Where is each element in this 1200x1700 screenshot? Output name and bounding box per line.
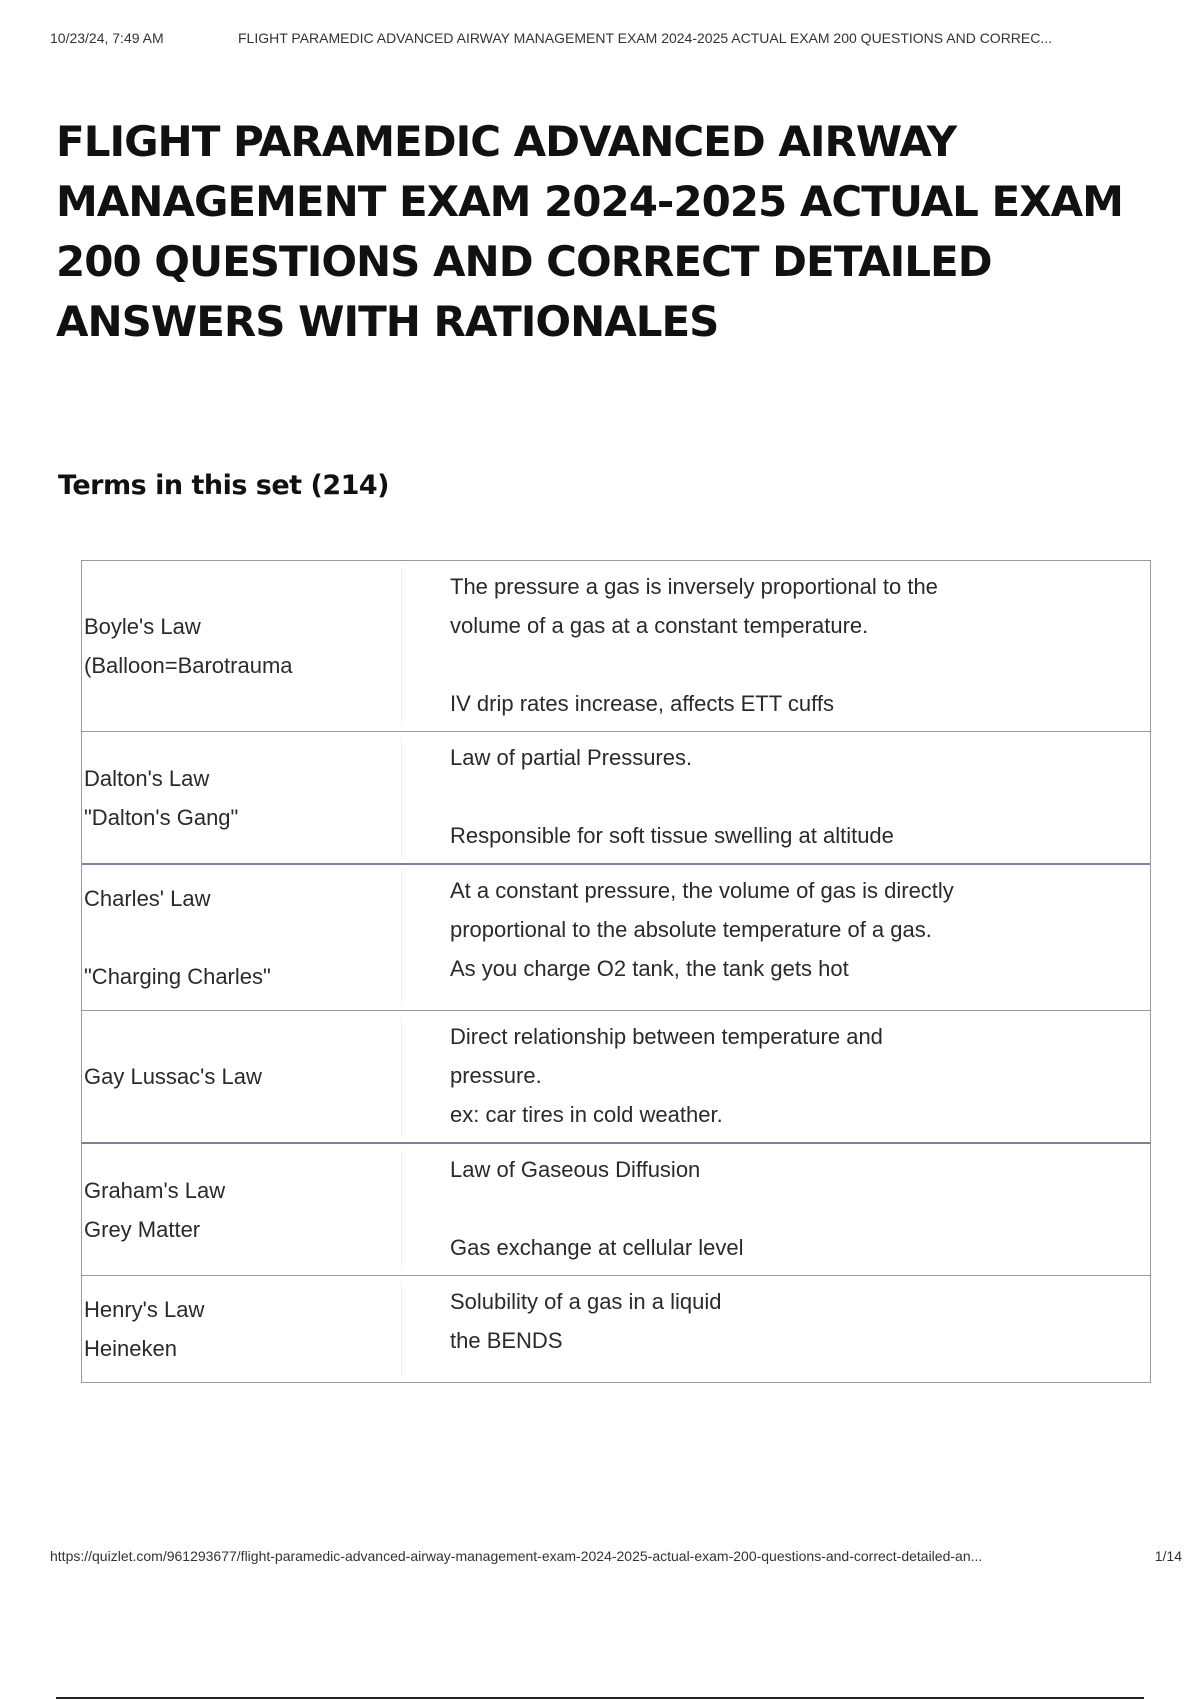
term-text: Henry's Law <box>84 1297 205 1322</box>
term-cell <box>82 1282 402 1376</box>
term-spacer <box>84 918 401 957</box>
definition-text: proportional to the absolute temperature of a gas. <box>450 917 932 942</box>
definition-text: the BENDS <box>450 1328 563 1353</box>
term-cell <box>82 567 402 725</box>
term-text: (Balloon=Barotrauma <box>84 653 293 678</box>
term-text: Dalton's Law <box>84 765 210 791</box>
definition-text: As you charge O2 tank, the tank gets hot <box>450 956 849 981</box>
term-cell <box>82 1150 402 1269</box>
definition-text: Responsible for soft tissue swelling at altitude <box>450 823 894 848</box>
term-row <box>82 1275 1150 1382</box>
term-text: Boyle's Law <box>84 614 201 639</box>
term-row <box>82 1142 1150 1275</box>
term-cell <box>82 738 402 857</box>
definition-text: The pressure a gas is inversely proportional to the <box>450 574 938 599</box>
term-row <box>82 863 1150 1010</box>
print-header <box>50 30 1178 50</box>
definition-text: At a constant pressure, the volume of gas is directly <box>450 878 954 903</box>
term-text: Charles' Law <box>84 886 211 911</box>
term-row <box>82 1010 1150 1142</box>
term-text: "Charging Charles" <box>84 964 271 989</box>
definition-spacer <box>450 1189 1130 1228</box>
definition-text: pressure. <box>450 1063 542 1088</box>
term-text: "Dalton's Gang" <box>84 804 239 830</box>
term-cell <box>82 1017 402 1136</box>
term-text: Heineken <box>84 1336 177 1361</box>
term-text: Gay Lussac's Law <box>84 1064 262 1089</box>
definition-text: ex: car tires in cold weather. <box>450 1102 723 1127</box>
term-row <box>82 561 1150 731</box>
definition-spacer <box>450 645 1130 684</box>
terms-table <box>81 560 1151 1383</box>
definition-text: Solubility of a gas in a liquid <box>450 1289 722 1314</box>
print-timestamp: 10/23/24, 7:49 AM <box>50 30 164 46</box>
bottom-divider <box>56 1697 1144 1699</box>
definition-cell <box>402 561 1150 731</box>
definition-text: IV drip rates increase, affects ETT cuffs <box>450 691 834 716</box>
definition-text: Law of Gaseous Diffusion <box>450 1157 701 1182</box>
page-title: FLIGHT PARAMEDIC ADVANCED AIRWAY MANAGEMENT EXAM 2024-2025 ACTUAL EXAM 200 QUESTIONS AND CORRECT DETAILED ANSWERS WITH RATIONALES <box>56 117 1123 346</box>
term-text: Graham's Law <box>84 1177 226 1203</box>
page-number: 1/14 <box>1154 1548 1182 1564</box>
term-cell <box>82 871 402 1004</box>
term-row <box>82 731 1150 863</box>
definition-cell <box>402 865 1150 1010</box>
definition-cell <box>402 732 1150 863</box>
print-footer <box>50 1548 1182 1568</box>
definition-text: Direct relationship between temperature and <box>450 1024 883 1049</box>
print-doc-title: FLIGHT PARAMEDIC ADVANCED AIRWAY MANAGEMENT EXAM 2024-2025 ACTUAL EXAM 200 QUESTIONS AND CORREC... <box>238 30 1053 46</box>
definition-cell <box>402 1011 1150 1142</box>
page-url: https://quizlet.com/961293677/flight-paramedic-advanced-airway-management-exam-2024-2025-actual-exam-200-questions-and-correct-detailed-an... <box>50 1548 983 1564</box>
definition-text: Law of partial Pressures. <box>450 745 693 770</box>
term-text: Grey Matter <box>84 1216 201 1242</box>
definition-text: Gas exchange at cellular level <box>450 1235 744 1260</box>
terms-heading: Terms in this set (214) <box>58 470 390 501</box>
definition-spacer <box>450 777 1130 816</box>
definition-text: volume of a gas at a constant temperature. <box>450 613 869 638</box>
definition-cell <box>402 1144 1150 1275</box>
definition-cell <box>402 1276 1150 1382</box>
